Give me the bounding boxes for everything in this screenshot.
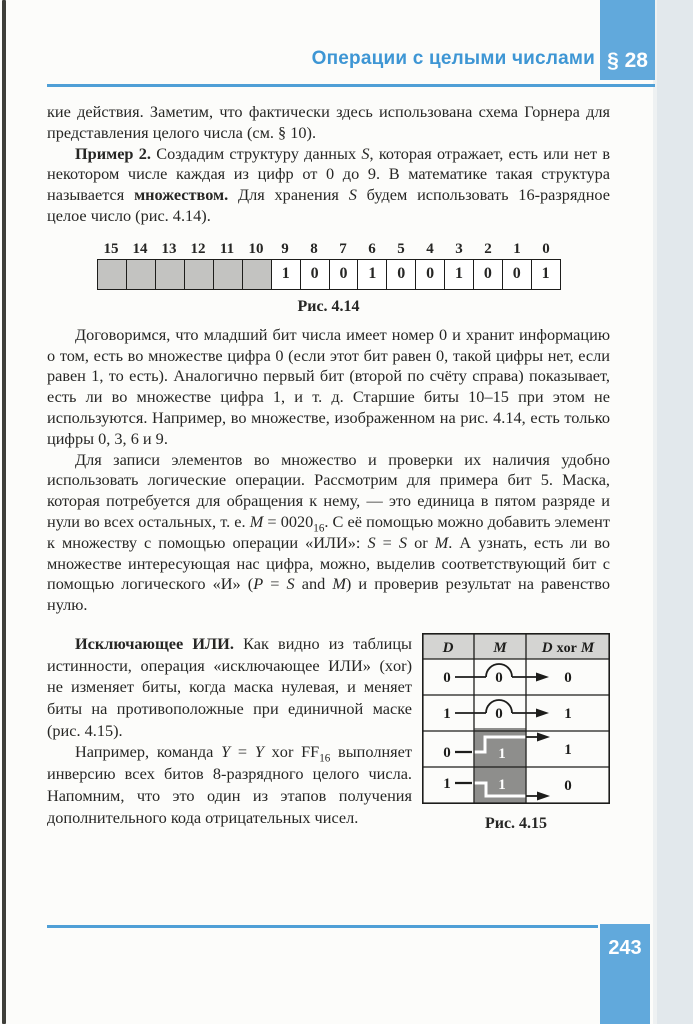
xor-truth-table-diagram (422, 633, 610, 804)
bit-index-label: 2 (484, 240, 492, 257)
bit-index-row (97, 240, 561, 258)
bit-index-label: 3 (455, 240, 463, 257)
bit-cell-unused (126, 260, 155, 289)
bit-cell-unused (184, 260, 213, 289)
xor-text-column (47, 633, 412, 833)
bit-index-label: 5 (397, 240, 405, 257)
bit-cell-unused (213, 260, 242, 289)
bit-cell: 0 (502, 260, 531, 289)
bit-cell: 1 (271, 260, 300, 289)
arrow-head (536, 708, 549, 717)
bit-cell: 0 (386, 260, 415, 289)
bit-index-label: 4 (426, 240, 434, 257)
figure-4-15-caption: Рис. 4.15 (484, 814, 548, 832)
page-content (47, 102, 610, 833)
paragraph-bit-numbering: Договоримся, что младший бит числа имеет номер 0 и хранит информацию о том, есть во множестве цифра 0 (если этот бит равен 0, такой цифры нет, если равен 1, то есть). Аналогично первый бит (второй по счёту справа) показывает, есть ли во множестве цифра 1, и т. д. Старшие биты 10–15 при этом не используются. Например, во множестве, изображенном на рис. 4.14, есть только цифры 0, 3, 6 и 9. (47, 324, 610, 448)
arrow-head (537, 791, 550, 800)
row4-m: 1 (498, 776, 506, 793)
xor-section (47, 633, 610, 833)
col-header-m: M (493, 639, 507, 656)
bit-index-label: 6 (368, 240, 376, 257)
row2-d: 1 (443, 705, 451, 722)
bit-cell: 1 (444, 260, 473, 289)
footer-rule (47, 925, 598, 928)
bit-cell-unused (155, 260, 184, 289)
bit-cell: 0 (300, 260, 329, 289)
paragraph-mask-operations: Для записи элементов во множество и проверки их наличия удобно использовать логические операции. Рассмотрим для примера бит 5. Маска, которая потребуется для обращения к нему, — это единица в пятом разряде и нули во всех остальных, т. е. $M = 0020_{16}$. С её помощью можно добавить элемент к множеству с помощью операции «ИЛИ»: S = S or M. А узнать, есть ли во множестве интересующая нас цифра, можно, выделив соответствующий бит с помощью логического «И» (P = S and M) и проверив результат на равенство нулю. (47, 449, 611, 615)
bit-cell-unused (98, 260, 127, 289)
bit-index-label: 7 (339, 240, 347, 257)
bit-index-label: 0 (542, 240, 550, 257)
figure-4-14 (97, 240, 561, 316)
col-header-d: D (442, 639, 454, 656)
arrow-head (536, 672, 549, 681)
bit-cell-unused (242, 260, 271, 289)
bit-index-label: 1 (513, 240, 521, 257)
bit-index-label: 12 (190, 240, 206, 257)
row1-d: 0 (443, 669, 451, 686)
row4-result: 0 (564, 777, 572, 794)
bit-cell: 0 (329, 260, 358, 289)
row1-result: 0 (564, 669, 572, 686)
bit-cell: 1 (531, 260, 560, 289)
figure-4-14-caption: Рис. 4.14 (297, 297, 360, 315)
bit-index-label: 8 (310, 240, 318, 257)
row2-m: 0 (495, 705, 503, 722)
row3-m: 1 (498, 745, 506, 762)
arrow-head (537, 732, 550, 741)
paragraph-xor-intro: Исключающее ИЛИ. Как видно из таблицы истинности, операция «исключающее ИЛИ» (xor) не изменяет биты, когда маска нулевая, и меняет биты на противоположные при единичной маске (рис. 4.15). (47, 633, 412, 740)
paragraph-horner: кие действия. Заметим, что фактически здесь использована схема Горнера для представления целого числа (см. § 10). (47, 102, 610, 142)
bit-cell: 0 (415, 260, 444, 289)
page-right-margin (657, 0, 693, 1024)
bit-cell: 1 (357, 260, 386, 289)
row3-d: 0 (443, 744, 451, 761)
paragraph-xor-example: Например, команда Y = Y xor $FF_{16}$ выполняет инверсию всех битов 8-разрядного целого числа. Напомним, что это один из этапов получения дополнительного кода отрицательных чисел. (47, 742, 412, 827)
row3-result: 1 (564, 741, 572, 758)
chapter-title: Операции с целыми числами (311, 48, 595, 69)
page-left-edge-shadow (2, 0, 6, 1024)
col-header-dxorm: D xor M (541, 639, 595, 656)
bit-cell: 0 (473, 260, 502, 289)
paragraph-example2: Пример 2. Создадим структуру данных S, которая отражает, есть или нет в некотором числе каждая из цифр от 0 до 9. В математике такая структура называется множеством. Для хранения S будем использовать 16-разрядное целое число (рис. 4.14). (47, 143, 611, 225)
bit-index-label: 11 (219, 240, 235, 257)
header-rule (47, 84, 655, 87)
row2-result: 1 (564, 705, 572, 722)
bit-index-label: 13 (161, 240, 177, 257)
bit-cell-row (97, 259, 561, 290)
bit-index-label: 15 (103, 240, 119, 257)
bit-index-label: 14 (132, 240, 148, 257)
row1-m: 0 (495, 669, 503, 686)
figure-4-15 (422, 633, 610, 833)
row4-d: 1 (443, 775, 451, 792)
bit-index-label: 9 (281, 240, 289, 257)
section-number-badge: § 28 (600, 0, 655, 80)
page-number-badge: 243 (600, 924, 650, 1024)
bit-index-label: 10 (248, 240, 264, 257)
